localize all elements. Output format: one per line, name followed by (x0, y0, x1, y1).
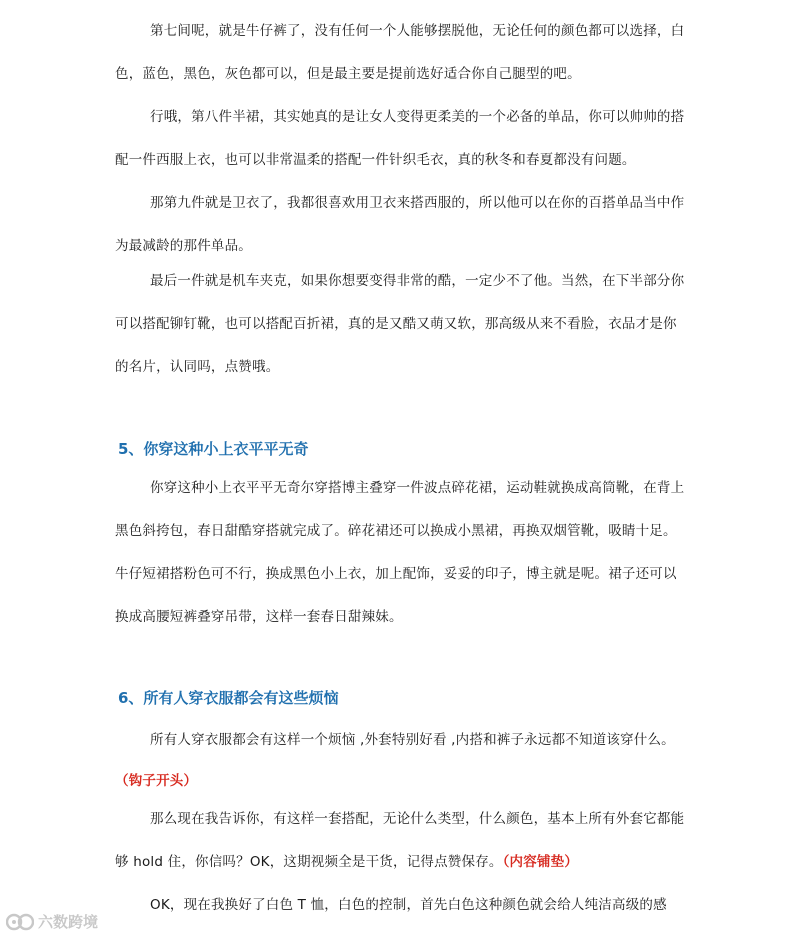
watermark-text: 六数跨境 (38, 913, 99, 931)
paragraph-skirt: 行哦，第八件半裙，其实她真的是让女人变得更柔美的一个必备的单品，你可以帅帅的搭配一件西服上衣，也可以非常温柔的搭配一件针织毛衣，真的秋冬和春夏都没有问题。 (115, 109, 685, 168)
hook-tag-paragraph (115, 760, 685, 803)
paragraph-top-outfit: 你穿这种小上衣平平无奇尔穿搭博主叠穿一件波点碎花裙，运动鞋就换成高筒靴，在背上黑色斜挎包，春日甜酷穿搭就完成了。碎花裙还可以换成小黑裙，再换双烟管靴，吸睛十足。牛仔短裙搭粉色可不行，换成黑色小上衣，加上配饰，妥妥的印子，博主就是呢。裙子还可以换成高腰短裤叠穿吊带，这样一套春日甜辣妹。 (115, 480, 685, 625)
brand-logo-icon (6, 912, 34, 932)
paragraph-jacket: 最后一件就是机车夹克，如果你想要变得非常的酷，一定少不了他。当然，在下半部分你可以搭配铆钉靴，也可以搭配百折裙，真的是又酷又萌又软，那高级从来不看脸，衣品才是你的名片，认同吗，点赞哦。 (115, 273, 685, 375)
paragraph-hoodie: 那第九件就是卫衣了，我都很喜欢用卫衣来搭西服的，所以他可以在你的百搭单品当中作为最减龄的那件单品。 (115, 195, 685, 254)
watermark (6, 911, 98, 932)
section-heading-6: 6、所有人穿衣服都会有这些烦恼 (118, 689, 339, 707)
hook-tag: （钩子开头） (115, 773, 198, 789)
paragraph-jeans: 第七间呢，就是牛仔裤了，没有任何一个人能够摆脱他，无论任何的颜色都可以选择，白色，蓝色，黑色，灰色都可以，但是最主要是提前选好适合你自己腿型的吧。 (115, 23, 685, 82)
paragraph-worry: 所有人穿衣服都会有这样一个烦恼 ,外套特别好看 ,内搭和裤子永远都不知道该穿什么。 (150, 732, 675, 748)
section-heading-5: 5、你穿这种小上衣平平无奇 (118, 440, 309, 458)
paragraph-setup (115, 798, 685, 884)
content-tag: （内容铺垫） (502, 854, 579, 870)
paragraph-white-tshirt: OK，现在我换好了白色 T 恤，白色的控制，首先白色这种颜色就会给人纯洁高级的感 (150, 897, 667, 913)
paragraph-setup-text: 那么现在我告诉你，有这样一套搭配，无论什么类型，什么颜色，基本上所有外套它都能够 hold 住，你信吗？OK，这期视频全是干货，记得点赞保存。 (115, 811, 685, 870)
